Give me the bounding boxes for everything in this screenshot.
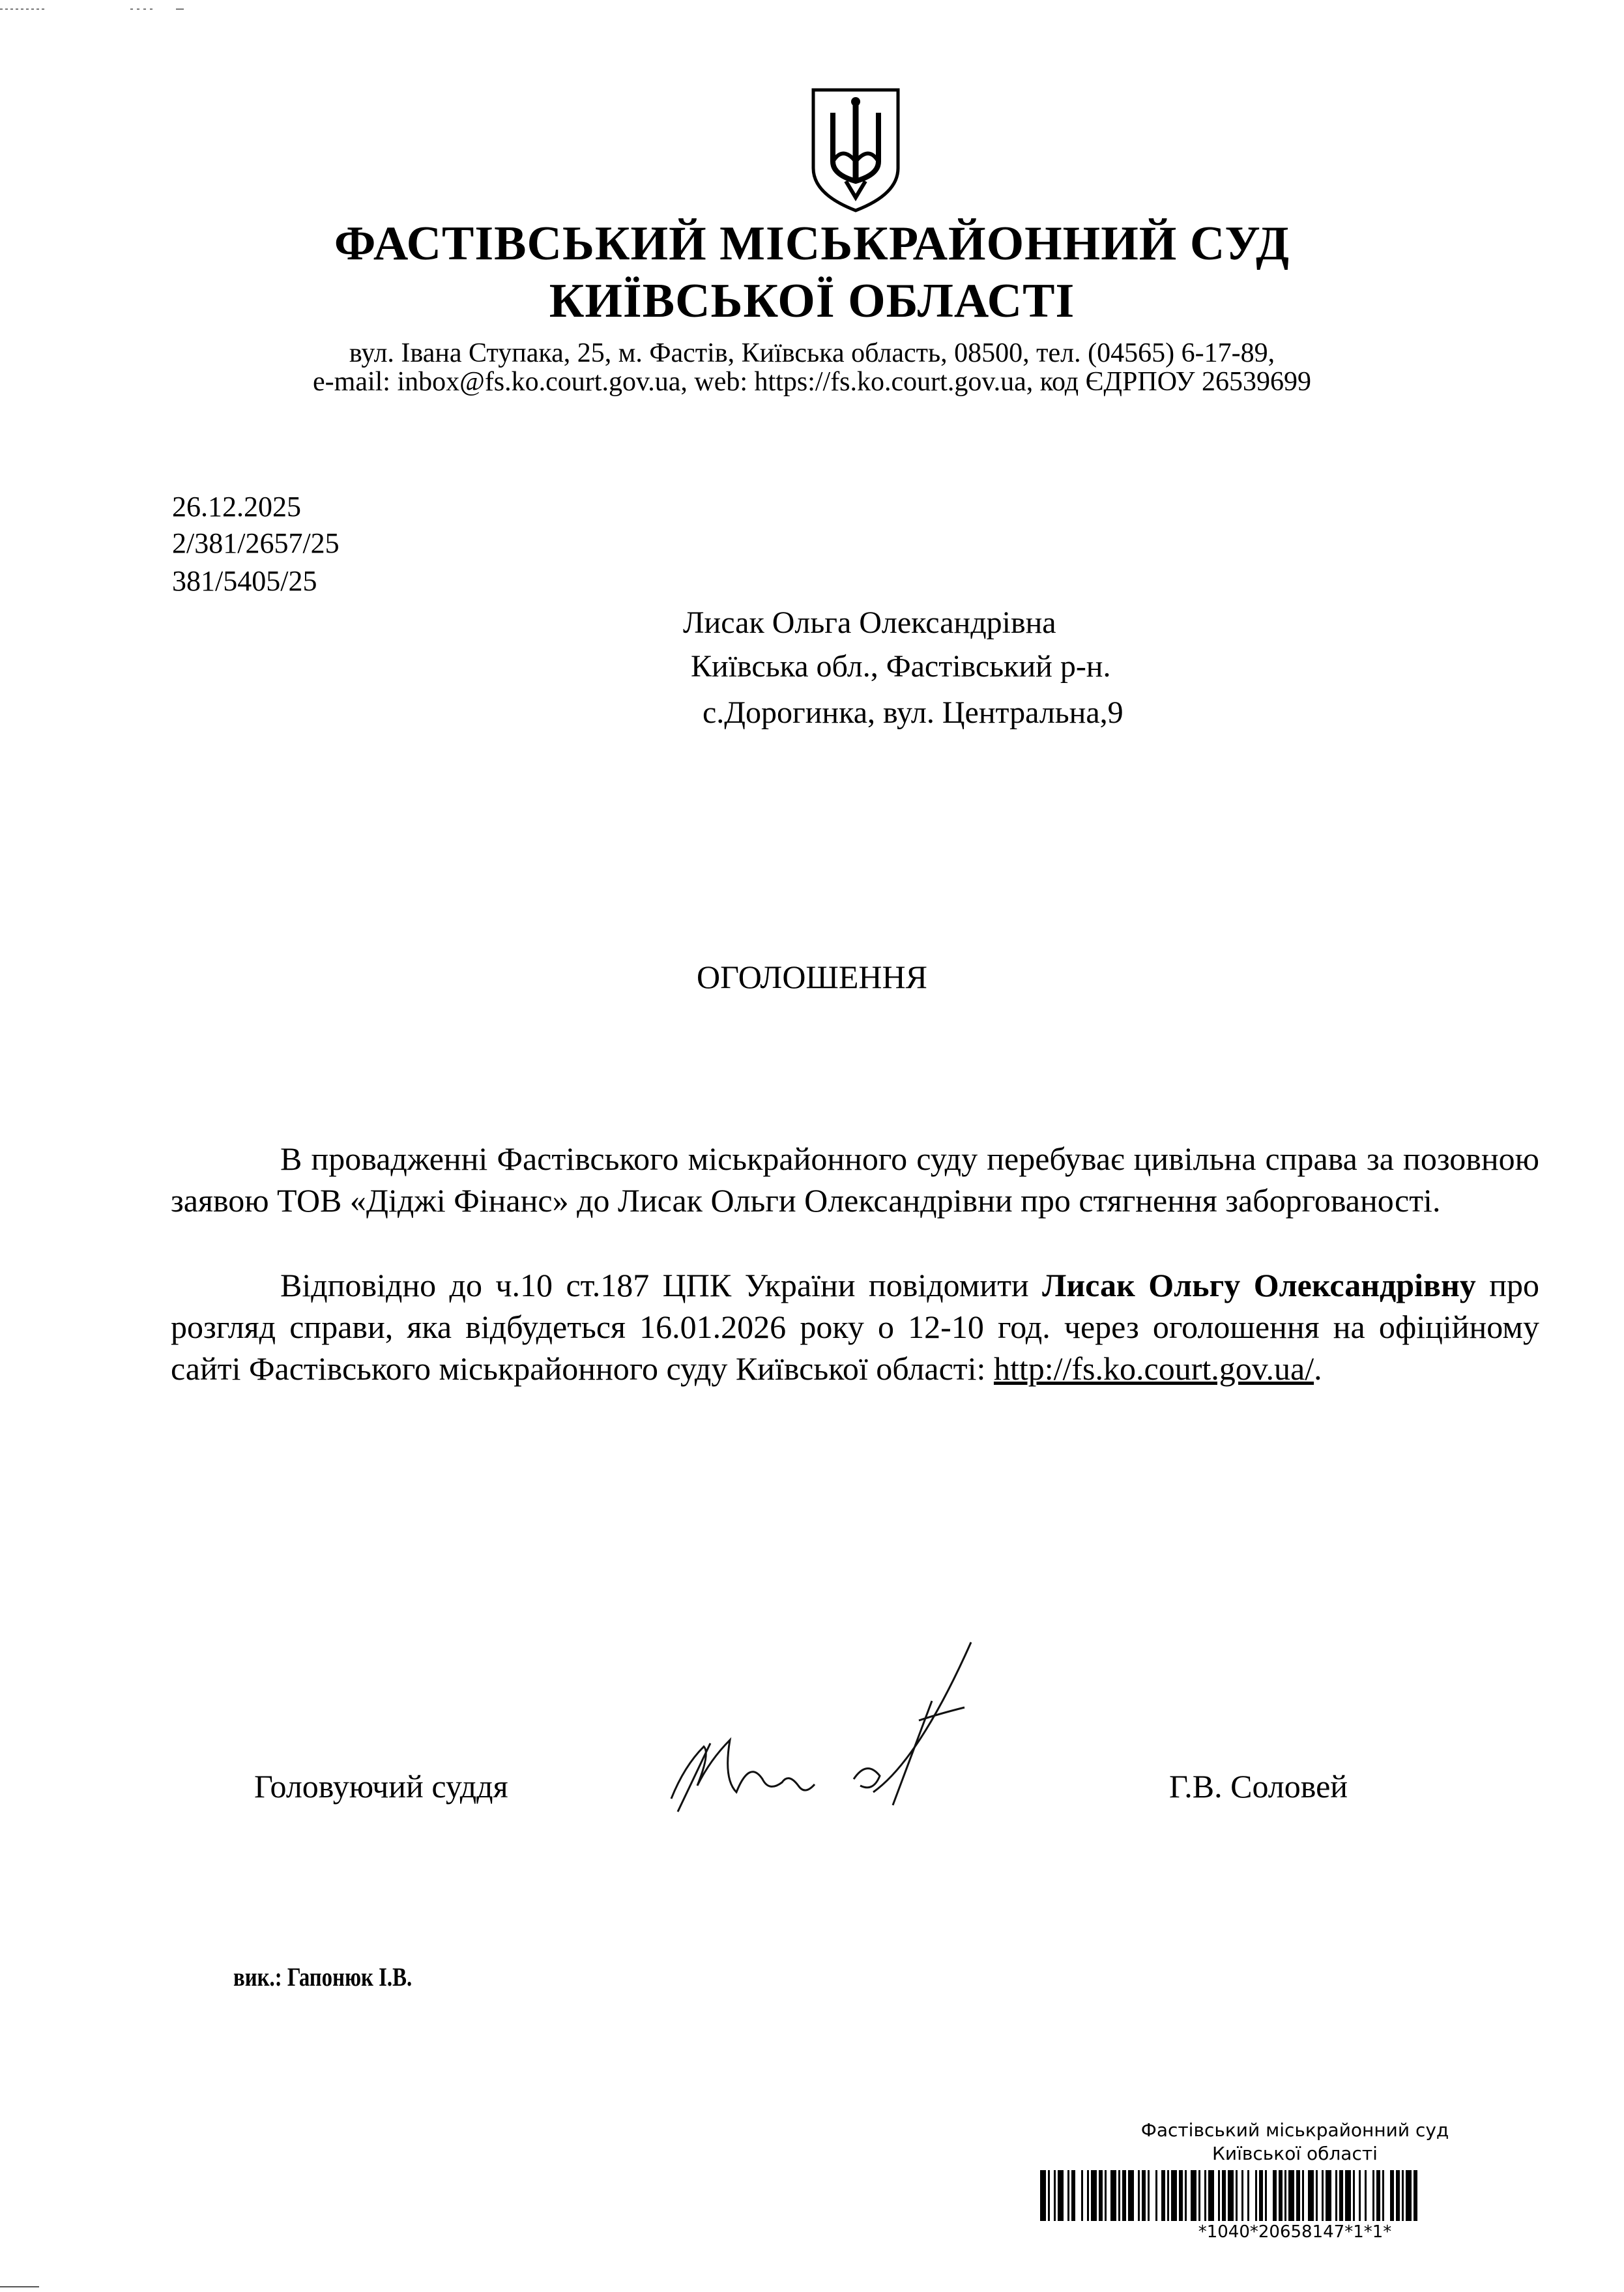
barcode-bar xyxy=(1273,2170,1277,2221)
para-2-prefix: Відповідно до ч.10 ст.187 ЦПК України повідомити xyxy=(280,1267,1043,1303)
barcode-bar xyxy=(1390,2170,1394,2221)
barcode-bar xyxy=(1155,2170,1157,2221)
barcode-bar xyxy=(1288,2170,1294,2221)
signer-name: Г.В. Соловей xyxy=(1169,1768,1348,1805)
barcode-bar xyxy=(1335,2170,1337,2221)
executor-note: вик.: Гапонюк І.В. xyxy=(233,1962,413,1992)
barcode-bar xyxy=(1284,2170,1286,2221)
barcode-bar xyxy=(1110,2170,1116,2221)
para-2-suffix: . xyxy=(1314,1350,1322,1387)
registration-proceeding-number: 381/5405/25 xyxy=(172,565,317,597)
barcode-bar xyxy=(1067,2170,1069,2221)
para-2-bold-name: Лисак Ольгу Олександрівну xyxy=(1042,1267,1476,1303)
barcode-bar xyxy=(1339,2170,1343,2221)
barcode-bar xyxy=(1148,2170,1150,2221)
court-name-line-2: КИЇВСЬКОЇ ОБЛАСТІ xyxy=(549,274,1075,328)
barcode-bar xyxy=(1279,2170,1283,2221)
barcode-bar xyxy=(1316,2170,1318,2221)
barcode-bar xyxy=(1191,2170,1196,2221)
barcode-bar xyxy=(1128,2170,1134,2221)
barcode-bar xyxy=(1222,2170,1226,2221)
court-website-link[interactable]: http://fs.ko.court.gov.ua/ xyxy=(993,1350,1314,1387)
barcode-bar xyxy=(1345,2170,1351,2221)
barcode-bar xyxy=(1218,2170,1220,2221)
barcode-bar xyxy=(1087,2170,1089,2221)
barcode-bar xyxy=(1171,2170,1177,2221)
scan-artifact xyxy=(0,0,209,20)
barcode-bar xyxy=(1099,2170,1103,2221)
barcode-bar xyxy=(1040,2170,1046,2221)
stamp-court-line-2: Київської області xyxy=(1212,2143,1378,2164)
barcode-bar xyxy=(1071,2170,1075,2221)
barcode-bar xyxy=(1302,2170,1304,2221)
barcode-bar xyxy=(1376,2170,1380,2221)
barcode-bar xyxy=(1296,2170,1300,2221)
barcode-bar xyxy=(1091,2170,1097,2221)
stamp-court-line-1: Фастівський міськрайонний суд xyxy=(1140,2119,1449,2141)
body-paragraph-2 xyxy=(171,1264,1539,1389)
barcode-bar xyxy=(1236,2170,1238,2221)
barcode-bar xyxy=(1322,2170,1324,2221)
barcode-bar xyxy=(1259,2170,1263,2221)
barcode-bar xyxy=(1241,2170,1243,2221)
barcode-text: *1040*20658147*1*1* xyxy=(1198,2222,1392,2242)
recipient-region: Київська обл., Фастівський р-н. xyxy=(691,649,1111,684)
court-contact-email: e-mail: inbox@fs.ko.court.gov.ua, web: https://fs.ko.court.gov.ua, код ЄДРПОУ 26539699 xyxy=(313,367,1311,397)
barcode-bar xyxy=(1255,2170,1257,2221)
recipient-name: Лисак Ольга Олександрівна xyxy=(683,605,1056,640)
court-name-line-1: ФАСТІВСЬКИЙ МІСЬКРАЙОННИЙ СУД xyxy=(334,217,1290,270)
barcode-bar xyxy=(1161,2170,1165,2221)
barcode-bar xyxy=(1353,2170,1355,2221)
barcode-bar xyxy=(1382,2170,1384,2221)
barcode-bar xyxy=(1138,2170,1140,2221)
barcode xyxy=(1040,2170,1552,2221)
barcode-bar xyxy=(1142,2170,1146,2221)
signer-title: Головуючий суддя xyxy=(254,1768,508,1805)
para-2-middle: про розгляд справи, яка відбудеться 16.01.2026 року о 12-10 год. через оголошення на офіційному сайті Фастівського міськрайонного суду Київської області: xyxy=(171,1267,1539,1387)
barcode-bar xyxy=(1406,2170,1412,2221)
barcode-bar xyxy=(1414,2170,1417,2221)
handwritten-signature xyxy=(658,1629,1023,1825)
barcode-bar xyxy=(1247,2170,1249,2221)
scan-edge-mark xyxy=(0,2286,39,2287)
registration-date: 26.12.2025 xyxy=(172,491,301,523)
barcode-bar xyxy=(1105,2170,1107,2221)
barcode-bar xyxy=(1396,2170,1400,2221)
barcode-bar xyxy=(1326,2170,1331,2221)
barcode-bar xyxy=(1167,2170,1169,2221)
barcode-bar xyxy=(1081,2170,1083,2221)
barcode-bar xyxy=(1179,2170,1183,2221)
coat-of-arms-icon xyxy=(807,83,905,214)
body-paragraph-1: В провадженні Фастівського міськрайонного суду перебуває цивільна справа за позовною заявою ТОВ «Діджі Фінанс» до Лисак Ольги Олександрівни про стягнення заборгованості. xyxy=(171,1140,1539,1219)
barcode-bar xyxy=(1228,2170,1234,2221)
barcode-bar xyxy=(1402,2170,1404,2221)
barcode-bar xyxy=(1185,2170,1187,2221)
barcode-bar xyxy=(1198,2170,1200,2221)
barcode-bar xyxy=(1058,2170,1064,2221)
barcode-bar xyxy=(1372,2170,1374,2221)
barcode-bar xyxy=(1365,2170,1367,2221)
court-contact-address: вул. Івана Ступака, 25, м. Фастів, Київська область, 08500, тел. (04565) 6-17-89, xyxy=(349,338,1275,368)
barcode-bar xyxy=(1208,2170,1214,2221)
recipient-address: с.Дорогинка, вул. Центральна,9 xyxy=(703,695,1124,730)
barcode-bar xyxy=(1265,2170,1267,2221)
registration-case-number: 2/381/2657/25 xyxy=(172,527,340,559)
document-stamp xyxy=(1037,2119,1552,2282)
barcode-bar xyxy=(1122,2170,1126,2221)
barcode-bar xyxy=(1054,2170,1056,2221)
barcode-bar xyxy=(1204,2170,1206,2221)
document-title: ОГОЛОШЕННЯ xyxy=(697,959,927,995)
barcode-bar xyxy=(1308,2170,1314,2221)
barcode-bar xyxy=(1048,2170,1050,2221)
barcode-bar xyxy=(1118,2170,1120,2221)
barcode-bar xyxy=(1359,2170,1361,2221)
